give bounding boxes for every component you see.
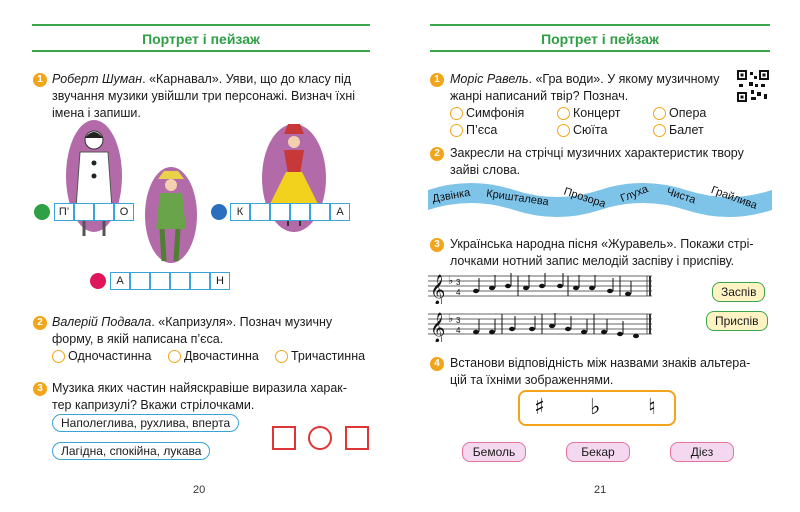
radio-circle[interactable]: [557, 124, 570, 137]
letter-cell[interactable]: А: [330, 203, 350, 221]
word-grid-3: [110, 272, 230, 290]
header-line-bottom: [32, 50, 370, 52]
task1-line3: імена і запиши.: [52, 106, 141, 120]
form-option[interactable]: Одночастинна: [52, 349, 152, 363]
task-number: 2: [33, 316, 47, 330]
letter-cell[interactable]: Н: [210, 272, 230, 290]
radio-circle[interactable]: [450, 124, 463, 137]
task3-line2: лочками нотний запис мелодій заспіву і приспіву.: [450, 254, 735, 268]
page-number: 21: [594, 484, 607, 496]
circle-shape[interactable]: [308, 426, 332, 450]
task-number: 1: [33, 73, 47, 87]
ribbon-word[interactable]: Глуха: [618, 183, 650, 205]
genre-option[interactable]: Сюїта: [557, 123, 607, 137]
ribbon-word[interactable]: Чиста: [664, 185, 698, 207]
genre-option[interactable]: Симфонія: [450, 106, 524, 120]
letter-cell[interactable]: [250, 203, 270, 221]
form-option[interactable]: Двочастинна: [168, 349, 259, 363]
task-number: 4: [430, 357, 444, 371]
page-title: Портрет і пейзаж: [541, 31, 659, 47]
letter-cell[interactable]: О: [114, 203, 134, 221]
harlequin-illustration: [142, 165, 200, 265]
letter-cell[interactable]: [150, 272, 170, 290]
letter-cell[interactable]: П’: [54, 203, 74, 221]
task1-line1: Роберт Шуман. «Карнавал». Уяви, що до класу під: [52, 72, 352, 86]
task1-line2: звучання музики увійшли три персонажі. Визнач їхні: [52, 89, 356, 103]
task-number: 2: [430, 147, 444, 161]
genre-option[interactable]: Балет: [653, 123, 704, 137]
music-staff-2[interactable]: [428, 308, 654, 342]
green-marker: [34, 204, 50, 220]
genre-option[interactable]: П’єса: [450, 123, 497, 137]
radio-circle[interactable]: [168, 350, 181, 363]
letter-cell[interactable]: [190, 272, 210, 290]
svg-text:3: 3: [456, 316, 461, 325]
task2-line1: Валерій Подвала. «Капризуля». Познач музичну: [52, 315, 333, 329]
radio-circle[interactable]: [557, 107, 570, 120]
letter-cell[interactable]: [94, 203, 114, 221]
treble-clef-icon: 𝄞: [430, 313, 446, 342]
character-pill[interactable]: Наполеглива, рухлива, вперта: [52, 414, 239, 432]
task3-line1: Музика яких частин найяскравіше виразила харак-: [52, 381, 347, 395]
flat-icon: ♭: [448, 275, 454, 287]
ribbon-word[interactable]: Дзвінка: [431, 186, 472, 206]
letter-cell[interactable]: [170, 272, 190, 290]
task2-line1: Закресли на стрічці музичних характеристик твору: [450, 146, 744, 160]
task-number: 3: [430, 238, 444, 252]
task2-line2: зайві слова.: [450, 163, 521, 177]
task4-line1: Встанови відповідність між назвами знаків альтера-: [450, 356, 751, 370]
blue-marker: [211, 204, 227, 220]
task1-line1: Моріс Равель. «Гра води». У якому музичному: [450, 72, 720, 86]
task2-line2: форму, в якій написана п’єса.: [52, 332, 224, 346]
treble-clef-icon: 𝄞: [430, 275, 446, 304]
letter-cell[interactable]: [130, 272, 150, 290]
task-number: 3: [33, 382, 47, 396]
natural-icon[interactable]: ♮: [648, 395, 656, 420]
qr-code[interactable]: [737, 70, 769, 102]
task1-line2: жанрі написаний твір? Познач.: [450, 89, 629, 103]
pink-marker: [90, 273, 106, 289]
task-number: 1: [430, 73, 444, 87]
word-grid-1: [54, 203, 134, 221]
letter-cell[interactable]: А: [110, 272, 130, 290]
genre-option[interactable]: Концерт: [557, 106, 621, 120]
radio-circle[interactable]: [653, 107, 666, 120]
svg-text:4: 4: [456, 326, 461, 335]
author-name: Роберт Шуман: [52, 72, 143, 86]
page-title: Портрет і пейзаж: [142, 31, 260, 47]
square-shape[interactable]: [272, 426, 296, 450]
letter-cell[interactable]: [74, 203, 94, 221]
chorus-button[interactable]: Приспів: [706, 311, 768, 331]
genre-option[interactable]: Опера: [653, 106, 706, 120]
task4-line2: цій та їхніми зображеннями.: [450, 373, 614, 387]
verse-button[interactable]: Заспів: [712, 282, 765, 302]
header-line-top: [32, 24, 370, 26]
header-line-top: [430, 24, 770, 26]
flat-name-button[interactable]: Бемоль: [462, 442, 526, 462]
music-staff-1[interactable]: [428, 270, 654, 304]
author-name: Валерій Подвала: [52, 315, 152, 329]
ribbon-word[interactable]: Прозора: [562, 185, 608, 211]
radio-circle[interactable]: [653, 124, 666, 137]
ribbon-word[interactable]: Кришталева: [485, 187, 550, 209]
page-number: 20: [193, 484, 206, 496]
task3-line1: Українська народна пісня «Журавель». Покажи стрі-: [450, 237, 754, 251]
svg-text:3: 3: [456, 278, 461, 287]
character-pill[interactable]: Лагідна, спокійна, лукава: [52, 442, 210, 460]
flat-icon[interactable]: ♭: [590, 395, 601, 420]
header-line-bottom: [430, 50, 770, 52]
form-option[interactable]: Тричастинна: [275, 349, 365, 363]
flat-icon: ♭: [448, 313, 454, 325]
svg-text:4: 4: [456, 288, 461, 297]
radio-circle[interactable]: [52, 350, 65, 363]
sharp-icon[interactable]: ♯: [534, 395, 545, 420]
square-shape[interactable]: [345, 426, 369, 450]
natural-name-button[interactable]: Бекар: [566, 442, 630, 462]
letter-cell[interactable]: [290, 203, 310, 221]
word-grid-2: [230, 203, 350, 221]
ribbon-word[interactable]: Грайлива: [709, 184, 759, 212]
radio-circle[interactable]: [275, 350, 288, 363]
letter-cell[interactable]: [270, 203, 290, 221]
radio-circle[interactable]: [450, 107, 463, 120]
sharp-name-button[interactable]: Дієз: [670, 442, 734, 462]
task3-line2: тер капризулі? Вкажи стрілочками.: [52, 398, 255, 412]
letter-cell[interactable]: [310, 203, 330, 221]
author-name: Моріс Равель: [450, 72, 529, 86]
right-page: [400, 0, 800, 512]
letter-cell[interactable]: К: [230, 203, 250, 221]
